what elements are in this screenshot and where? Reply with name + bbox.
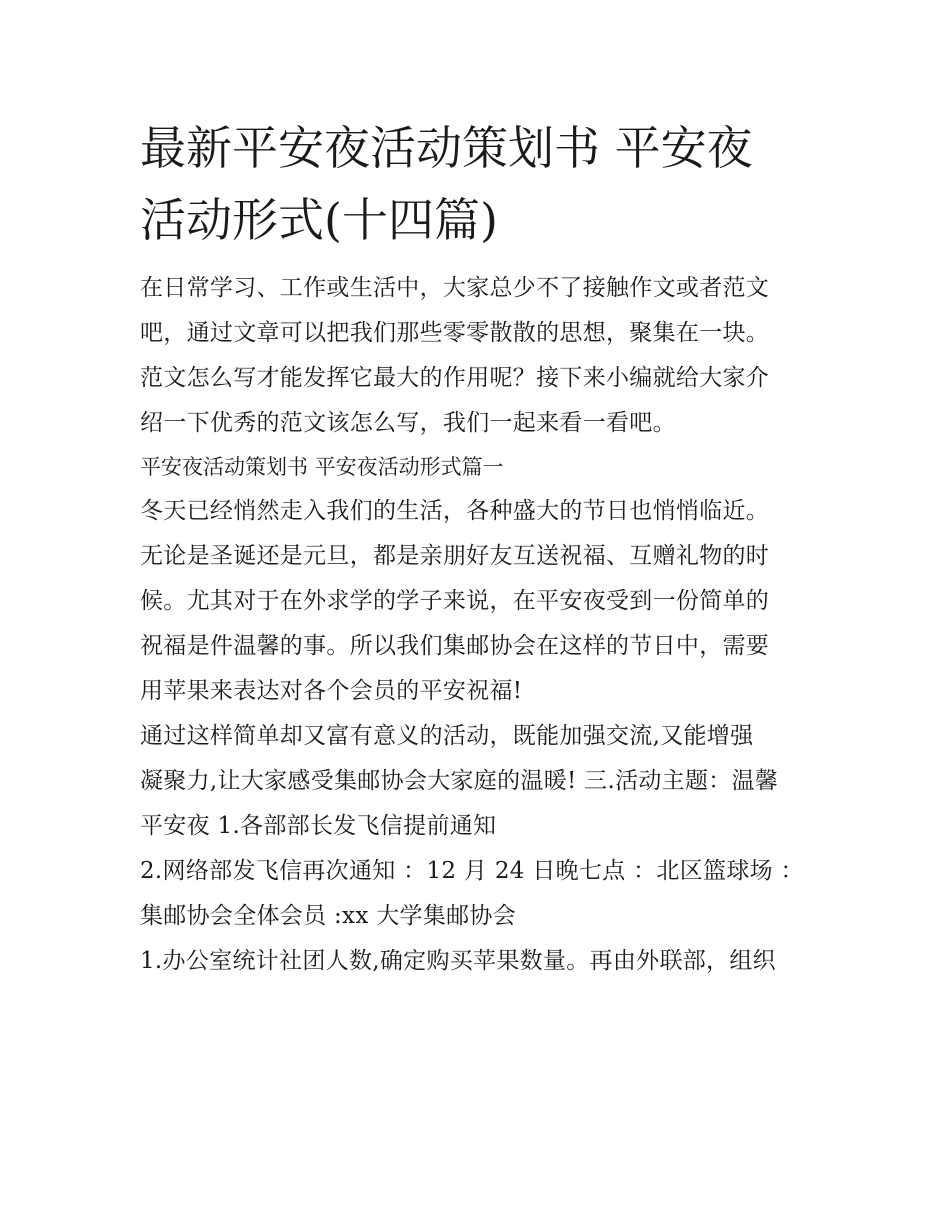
document-page — [140, 112, 820, 984]
text-line: 候。尤其对于在外求学的学子来说，在平安夜受到一份简单的 — [140, 588, 770, 614]
text-line: 范文怎么写才能发挥它最大的作用呢？接下来小编就给大家介 — [140, 365, 770, 391]
text-line: 平安夜 1.各部部长发飞信提前通知 — [140, 813, 497, 839]
document-title — [140, 112, 820, 256]
body-paragraph — [140, 939, 820, 984]
text-line: 在日常学习、工作或生活中，大家总少不了接触作文或者范文 — [140, 275, 770, 301]
text-line: 冬天已经悄然走入我们的生活，各种盛大的节日也悄悄临近。 — [140, 498, 770, 524]
text-line: 吧，通过文章可以把我们那些零零散散的思想，聚集在一块。 — [140, 320, 770, 346]
text-line: 用苹果来表达对各个会员的平安祝福! — [140, 678, 523, 704]
title-line: 最新平安夜活动策划书 平安夜 — [140, 121, 753, 175]
intro-paragraph — [140, 266, 820, 446]
text-line: 无论是圣诞还是元旦，都是亲朋好友互送祝福、互赠礼物的时 — [140, 543, 770, 569]
text-line: 祝福是件温馨的事。所以我们集邮协会在这样的节日中，需要 — [140, 633, 770, 659]
text-line: 集邮协会全体会员 :xx 大学集邮协会 — [140, 903, 517, 929]
section-heading: 平安夜活动策划书 平安夜活动形式篇一 — [140, 455, 504, 479]
text-line: 2.网络部发飞信再次通知 ：12 月 24 日晚七点 ：北区篮球场 ： — [140, 858, 804, 884]
body-paragraph — [140, 714, 820, 849]
title-line: 活动形式(十四篇) — [140, 193, 498, 247]
body-paragraph — [140, 489, 820, 714]
body-paragraph — [140, 849, 820, 939]
text-line: 1.办公室统计社团人数,确定购买苹果数量。再由外联部，组织 — [140, 948, 776, 974]
text-line: 凝聚力,让大家感受集邮协会大家庭的温暖! 三.活动主题：温馨 — [140, 768, 779, 794]
text-line: 绍一下优秀的范文该怎么写，我们一起来看一看吧。 — [140, 410, 676, 436]
text-line: 通过这样简单却又富有意义的活动，既能加强交流,又能增强 — [140, 723, 754, 749]
